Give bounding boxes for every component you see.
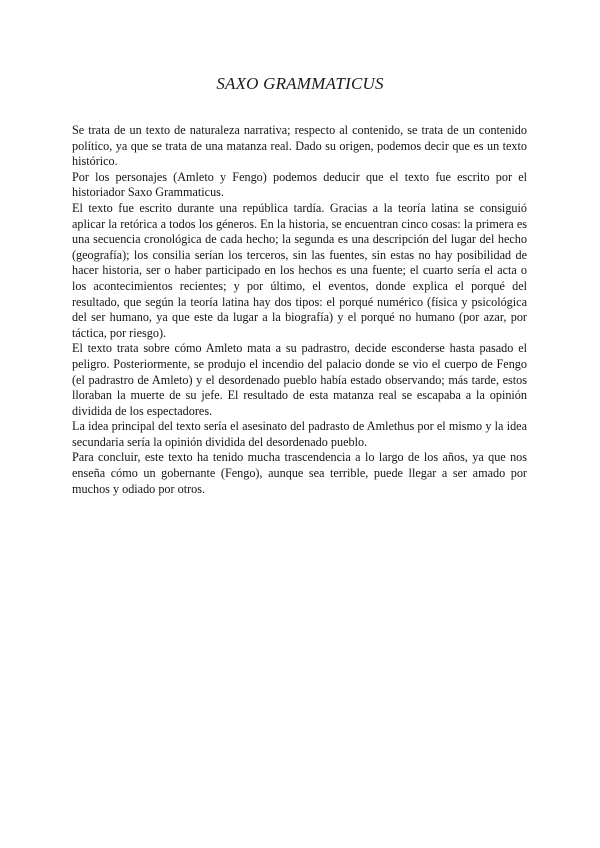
paragraph-2: Por los personajes (Amleto y Fengo) podemos deducir que el texto fue escrito por el historiador Saxo Grammaticus. — [72, 169, 527, 200]
paragraph-4: El texto trata sobre cómo Amleto mata a su padrastro, decide esconderse hasta pasado el peligro. Posteriormente, se produjo el incendio del palacio donde se vio el cuerpo de Fengo (el padrastro de Amleto) y el desordenado pueblo había estado observando; más tarde, estos lloraban la muerte de su jefe. El resultado de esta matanza real se escapaba a la opinión dividida de los espectadores. — [72, 341, 527, 418]
document-title: SAXO GRAMMATICUS — [216, 74, 384, 93]
paragraph-1: Se trata de un texto de naturaleza narrativa; respecto al contenido, se trata de un contenido político, ya que se trata de una matanza real. Dado su origen, podemos decir que es un texto histórico. — [72, 123, 527, 169]
paragraph-3: El texto fue escrito durante una república tardía. Gracias a la teoría latina se consiguió aplicar la retórica a todos los géneros. En la historia, se encuentran cinco cosas: la primera es una secuencia cronológica de cada hecho; la segunda es una descripción del lugar del hecho (geografía); los consilia serían los terceros, sin las fuentes, sin estas no hay posibilidad de hacer historia, ser o haber participado en los hechos es una fuente; el cuarto sería el acta o los acontecimientos recientes; y por último, el eventos, donde explica el porqué del resultado, que según la teoría latina hay dos tipos: el porqué numérico (física y psicológica del ser humano, ya que este da lugar a la biografía) y el porqué no humano (por azar, por táctica, por riesgo). — [72, 200, 527, 340]
paragraph-6: Para concluir, este texto ha tenido mucha trascendencia a lo largo de los años, ya que nos enseña cómo un gobernante (Fengo), aunque sea terrible, puede llegar a ser amado por muchos y odiado por otros. — [72, 450, 527, 496]
paragraph-5: La idea principal del texto sería el asesinato del padrasto de Amlethus por el mismo y la idea secundaria sería la opinión dividida del desordenado pueblo. — [72, 419, 527, 449]
document-body — [72, 123, 527, 497]
